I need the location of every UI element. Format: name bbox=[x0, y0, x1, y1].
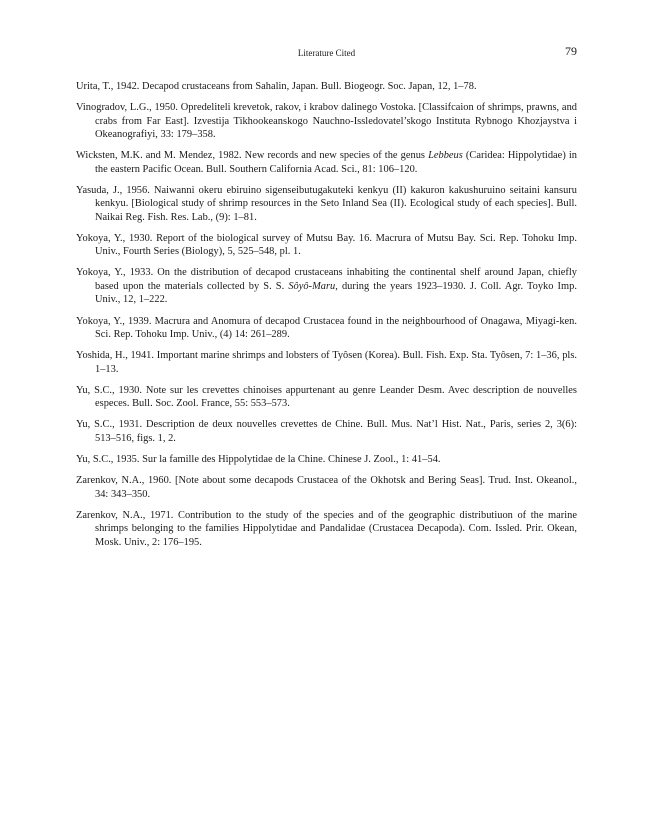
reference-text: Zarenkov, N.A., 1971. Contribution to the study of the species and of the geographic distributiuon of the marine shrimps belonging to the families Hippolytidae and Pandalidae (Crustacea Decapoda). Com. Issled. Prir. Okean, Mosk. Univ., 2: 176–195. bbox=[76, 509, 577, 548]
reference-entry bbox=[76, 474, 577, 501]
running-header bbox=[76, 44, 577, 60]
reference-entry bbox=[76, 509, 577, 550]
reference-entry bbox=[76, 80, 577, 94]
reference-text: Urita, T., 1942. Decapod crustaceans from Sahalin, Japan. Bull. Biogeogr. Soc. Japan, 12, 1–78. bbox=[76, 81, 477, 92]
reference-text: Wicksten, M.K. and M. Mendez, 1982. New records and new species of the genus bbox=[76, 150, 429, 162]
reference-text: Vinogradov, L.G., 1950. Opredeliteli krevetok, rakov, i krabov dalinego Vostoka. [Classifcaion of shrimps, prawns, and crabs from Far East]. Izvestija Tikhookeanskogo Nauchno-Issledovatel’skogo Instituta Rybnogo Khozjaystva i Okeanografiyi, 33: 179–358. bbox=[76, 102, 577, 141]
reference-entry bbox=[76, 266, 577, 307]
reference-entry bbox=[76, 315, 577, 342]
reference-italic-text: Lebbeus bbox=[428, 150, 463, 162]
reference-entry bbox=[76, 149, 577, 176]
page-number: 79 bbox=[565, 44, 577, 58]
running-title: Literature Cited bbox=[297, 48, 356, 58]
reference-text: Yu, S.C., 1931. Description de deux nouvelles crevettes de Chine. Bull. Mus. Nat’l Hist. Nat., Paris, series 2, 3(6): 513–516, figs. 1, 2. bbox=[76, 419, 577, 444]
reference-entry bbox=[76, 349, 577, 376]
reference-text: Yu, S.C., 1935. Sur la famille des Hippolytidae de la Chine. Chinese J. Zool., 1: 41–54. bbox=[76, 453, 441, 465]
reference-text: , during the years 1923–1930. J. Coll. Agr. Toyko Imp. Univ., 12, 1–222. bbox=[95, 280, 577, 306]
reference-text: Yasuda, J., 1956. Naiwanni okeru ebiruino sigenseibutugakuteki kenkyu (II) kakuron kakushuruino seitaini kansuru kenkyu. [Biological study of shrimp resources in the Seto Inland Sea (II). Ecological study of each species]. Bull. Naikai Reg. Fish. Res. Lab., (9): 1–81. bbox=[76, 184, 577, 223]
reference-italic-text: Sôyô-Maru bbox=[288, 280, 336, 292]
reference-text: Yu, S.C., 1930. Note sur les crevettes chinoises appurtenant au genre Leander Desm. Avec description de nouvelles especes. Bull. Soc. Zool. France, 55: 553–573. bbox=[76, 384, 577, 410]
reference-entry bbox=[76, 232, 577, 259]
reference-entry bbox=[76, 184, 577, 225]
reference-text: Yokoya, Y., 1939. Macrura and Anomura of decapod Crustacea found in the neighbourhood of Onagawa, Miyagi-ken. Sci. Rep. Tohoku Imp. Univ., (4) 14: 261–289. bbox=[76, 315, 577, 341]
reference-text: Yoshida, H., 1941. Important marine shrimps and lobsters of Tyôsen (Korea). Bull. Fish. Exp. Sta. Tyôsen, 7: 1–36, pls. 1–13. bbox=[76, 350, 577, 375]
reference-text: Yokoya, Y., 1933. On the distribution of decapod crustaceans inhabiting the continental shelf around Japan, chiefly based upon the materials collected by S. S. bbox=[76, 267, 577, 292]
reference-text: (Caridea: Hippolytidae) in the eastern Pacific Ocean. Bull. Southern California Acad. Sci., 81: 106–120. bbox=[95, 150, 577, 175]
reference-entry bbox=[76, 453, 577, 467]
reference-text: Zarenkov, N.A., 1960. [Note about some decapods Crustacea of the Okhotsk and Bering Seas]. Trud. Inst. Okeanol., 34: 343–350. bbox=[76, 475, 577, 500]
reference-text: Yokoya, Y., 1930. Report of the biological survey of Mutsu Bay. 16. Macrura of Mutsu Bay. Sci. Rep. Tohoku Imp. Univ., Fourth Series (Biology), 5, 525–548, pl. 1. bbox=[76, 232, 577, 258]
reference-entry bbox=[76, 418, 577, 445]
reference-list bbox=[76, 80, 577, 557]
reference-entry bbox=[76, 384, 577, 411]
reference-entry bbox=[76, 101, 577, 142]
